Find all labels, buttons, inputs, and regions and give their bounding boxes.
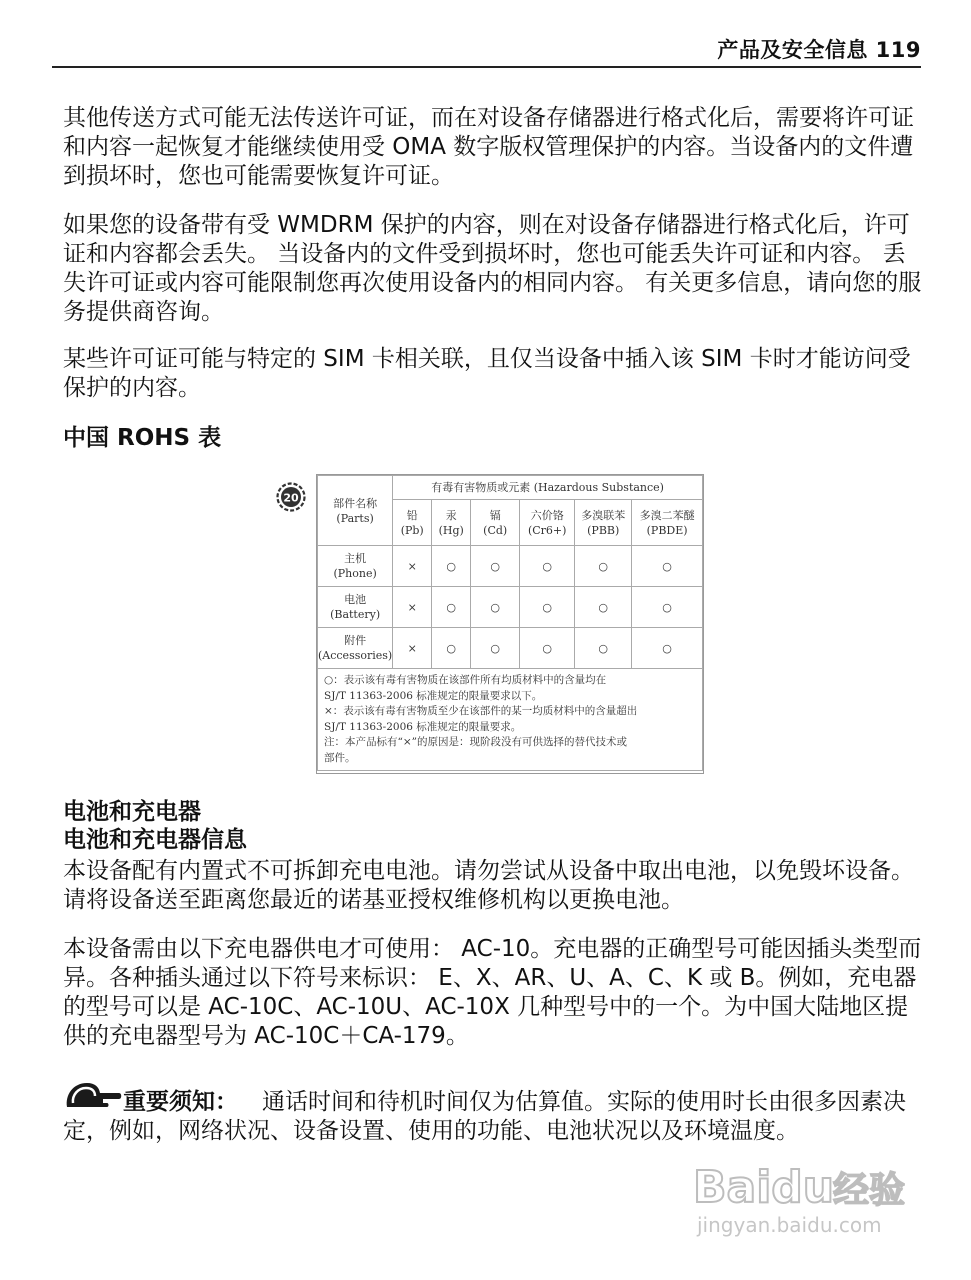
parts-header-cn: 部件名称 — [333, 496, 378, 510]
note-line: ×：表示该有毒有害物质至少在该部件的某一均质材料中的含量超出 — [324, 705, 638, 717]
note-line: ○：表示该有毒有害物质在该部件所有均质材料中的含量均在 — [324, 674, 607, 686]
baidu-watermark-logo-icon — [683, 1150, 933, 1240]
table-row — [318, 628, 703, 669]
header-title: 产品及安全信息 119 — [717, 38, 921, 62]
paragraph-charger: 本设备需由以下充电器供电才可使用： AC-10。充电器的正确型号可能因插头类型而异。各种插头通过以下符号来标识： E、X、AR、U、A、C、K 或 B。例如，充电器的型号可以是 AC-10C、AC-10U、AC-10X 几种型号中的一个。为中国大陆地区提供的充电器型号为 AC-10C＋CA-179。 — [63, 936, 922, 1049]
table-cell: ○ — [575, 546, 632, 587]
paragraph-sim-license: 某些许可证可能与特定的 SIM 卡相关联，且仅当设备中插入该 SIM 卡时才能访问受保护的内容。 — [63, 346, 911, 401]
rohs-table — [316, 474, 704, 774]
battery-info-heading: 电池和充电器信息 — [63, 827, 247, 853]
table-cell: ○ — [432, 628, 471, 669]
note-line: SJ/T 11363-2006 标准规定的限量要求以下。 — [324, 689, 543, 702]
table-cell: ○ — [520, 587, 575, 628]
important-text: 通话时间和待机时间仅为估算值。实际的使用时长由很多因素决定，例如，网络状况、设备设置、使用的功能、电池状况以及环境温度。 — [63, 1089, 906, 1144]
table-cell: ○ — [432, 587, 471, 628]
environment-protection-badge-icon — [276, 482, 306, 512]
rohs-heading: 中国 ROHS 表 — [63, 425, 222, 451]
note-line: 部件。 — [324, 751, 356, 764]
parts-header-en: (Parts) — [336, 511, 374, 525]
column-header: 铅 (Pb) — [393, 500, 432, 546]
column-header: 六价铬 (Cr6+) — [520, 500, 575, 546]
table-cell: × — [393, 587, 432, 628]
paragraph-battery: 本设备配有内置式不可拆卸充电电池。请勿尝试从设备中取出电池，以免毁坏设备。请将设备送至距离您最近的诺基亚授权维修机构以更换电池。 — [63, 858, 914, 913]
column-header: 汞 (Hg) — [432, 500, 471, 546]
table-cell: ○ — [471, 628, 520, 669]
column-header: 多溴二苯醚 (PBDE) — [632, 500, 703, 546]
hazard-header-cell: 有毒有害物质或元素 (Hazardous Substance) — [393, 476, 703, 500]
table-notes — [318, 669, 703, 771]
paragraph-license-restore: 其他传送方式可能无法传送许可证，而在对设备存储器进行格式化后，需要将许可证和内容一起恢复才能继续使用受 OMA 数字版权管理保护的内容。当设备内的文件遭到损坏时，您也可能需要恢复许可证。 — [63, 105, 914, 189]
watermark-url: jingyan.baidu.com — [697, 1213, 882, 1237]
note-line: 注：本产品标有“×”的原因是：现阶段没有可供选择的替代技术或 — [324, 736, 628, 748]
row-header: 电池 (Battery) — [318, 587, 393, 628]
note-line: SJ/T 11363-2006 标准规定的限量要求。 — [324, 720, 522, 733]
table-cell: ○ — [632, 628, 703, 669]
row-header: 主机 (Phone) — [318, 546, 393, 587]
table-row — [318, 587, 703, 628]
important-label: 重要须知： — [123, 1089, 238, 1115]
table-cell: ○ — [471, 546, 520, 587]
column-header: 多溴联苯 (PBB) — [575, 500, 632, 546]
table-cell: ○ — [575, 628, 632, 669]
watermark-brand: Baidu — [693, 1162, 835, 1213]
battery-heading: 电池和充电器 — [63, 799, 201, 825]
table-cell: × — [393, 628, 432, 669]
table-cell: ○ — [632, 546, 703, 587]
badge-number: 20 — [283, 491, 299, 505]
watermark-cn: 经验 — [833, 1170, 906, 1211]
paragraph-important — [63, 1088, 923, 1146]
table-cell: ○ — [632, 587, 703, 628]
table-cell: × — [393, 546, 432, 587]
parts-header-cell — [318, 476, 393, 546]
column-header: 镉 (Cd) — [471, 500, 520, 546]
table-cell: ○ — [575, 587, 632, 628]
paragraph-wmdrm: 如果您的设备带有受 WMDRM 保护的内容，则在对设备存储器进行格式化后，许可证和内容都会丢失。 当设备内的文件受到损坏时，您也可能丢失许可证和内容。 丢失许可证或内容可能限制您再次使用设备内的相同内容。 有关更多信息，请向您的服务提供商咨询。 — [63, 212, 922, 325]
table-cell: ○ — [520, 546, 575, 587]
table-cell: ○ — [471, 587, 520, 628]
table-row — [318, 546, 703, 587]
table-cell: ○ — [432, 546, 471, 587]
table-cell: ○ — [520, 628, 575, 669]
page-header — [52, 34, 921, 68]
row-header: 附件 (Accessories) — [318, 628, 393, 669]
